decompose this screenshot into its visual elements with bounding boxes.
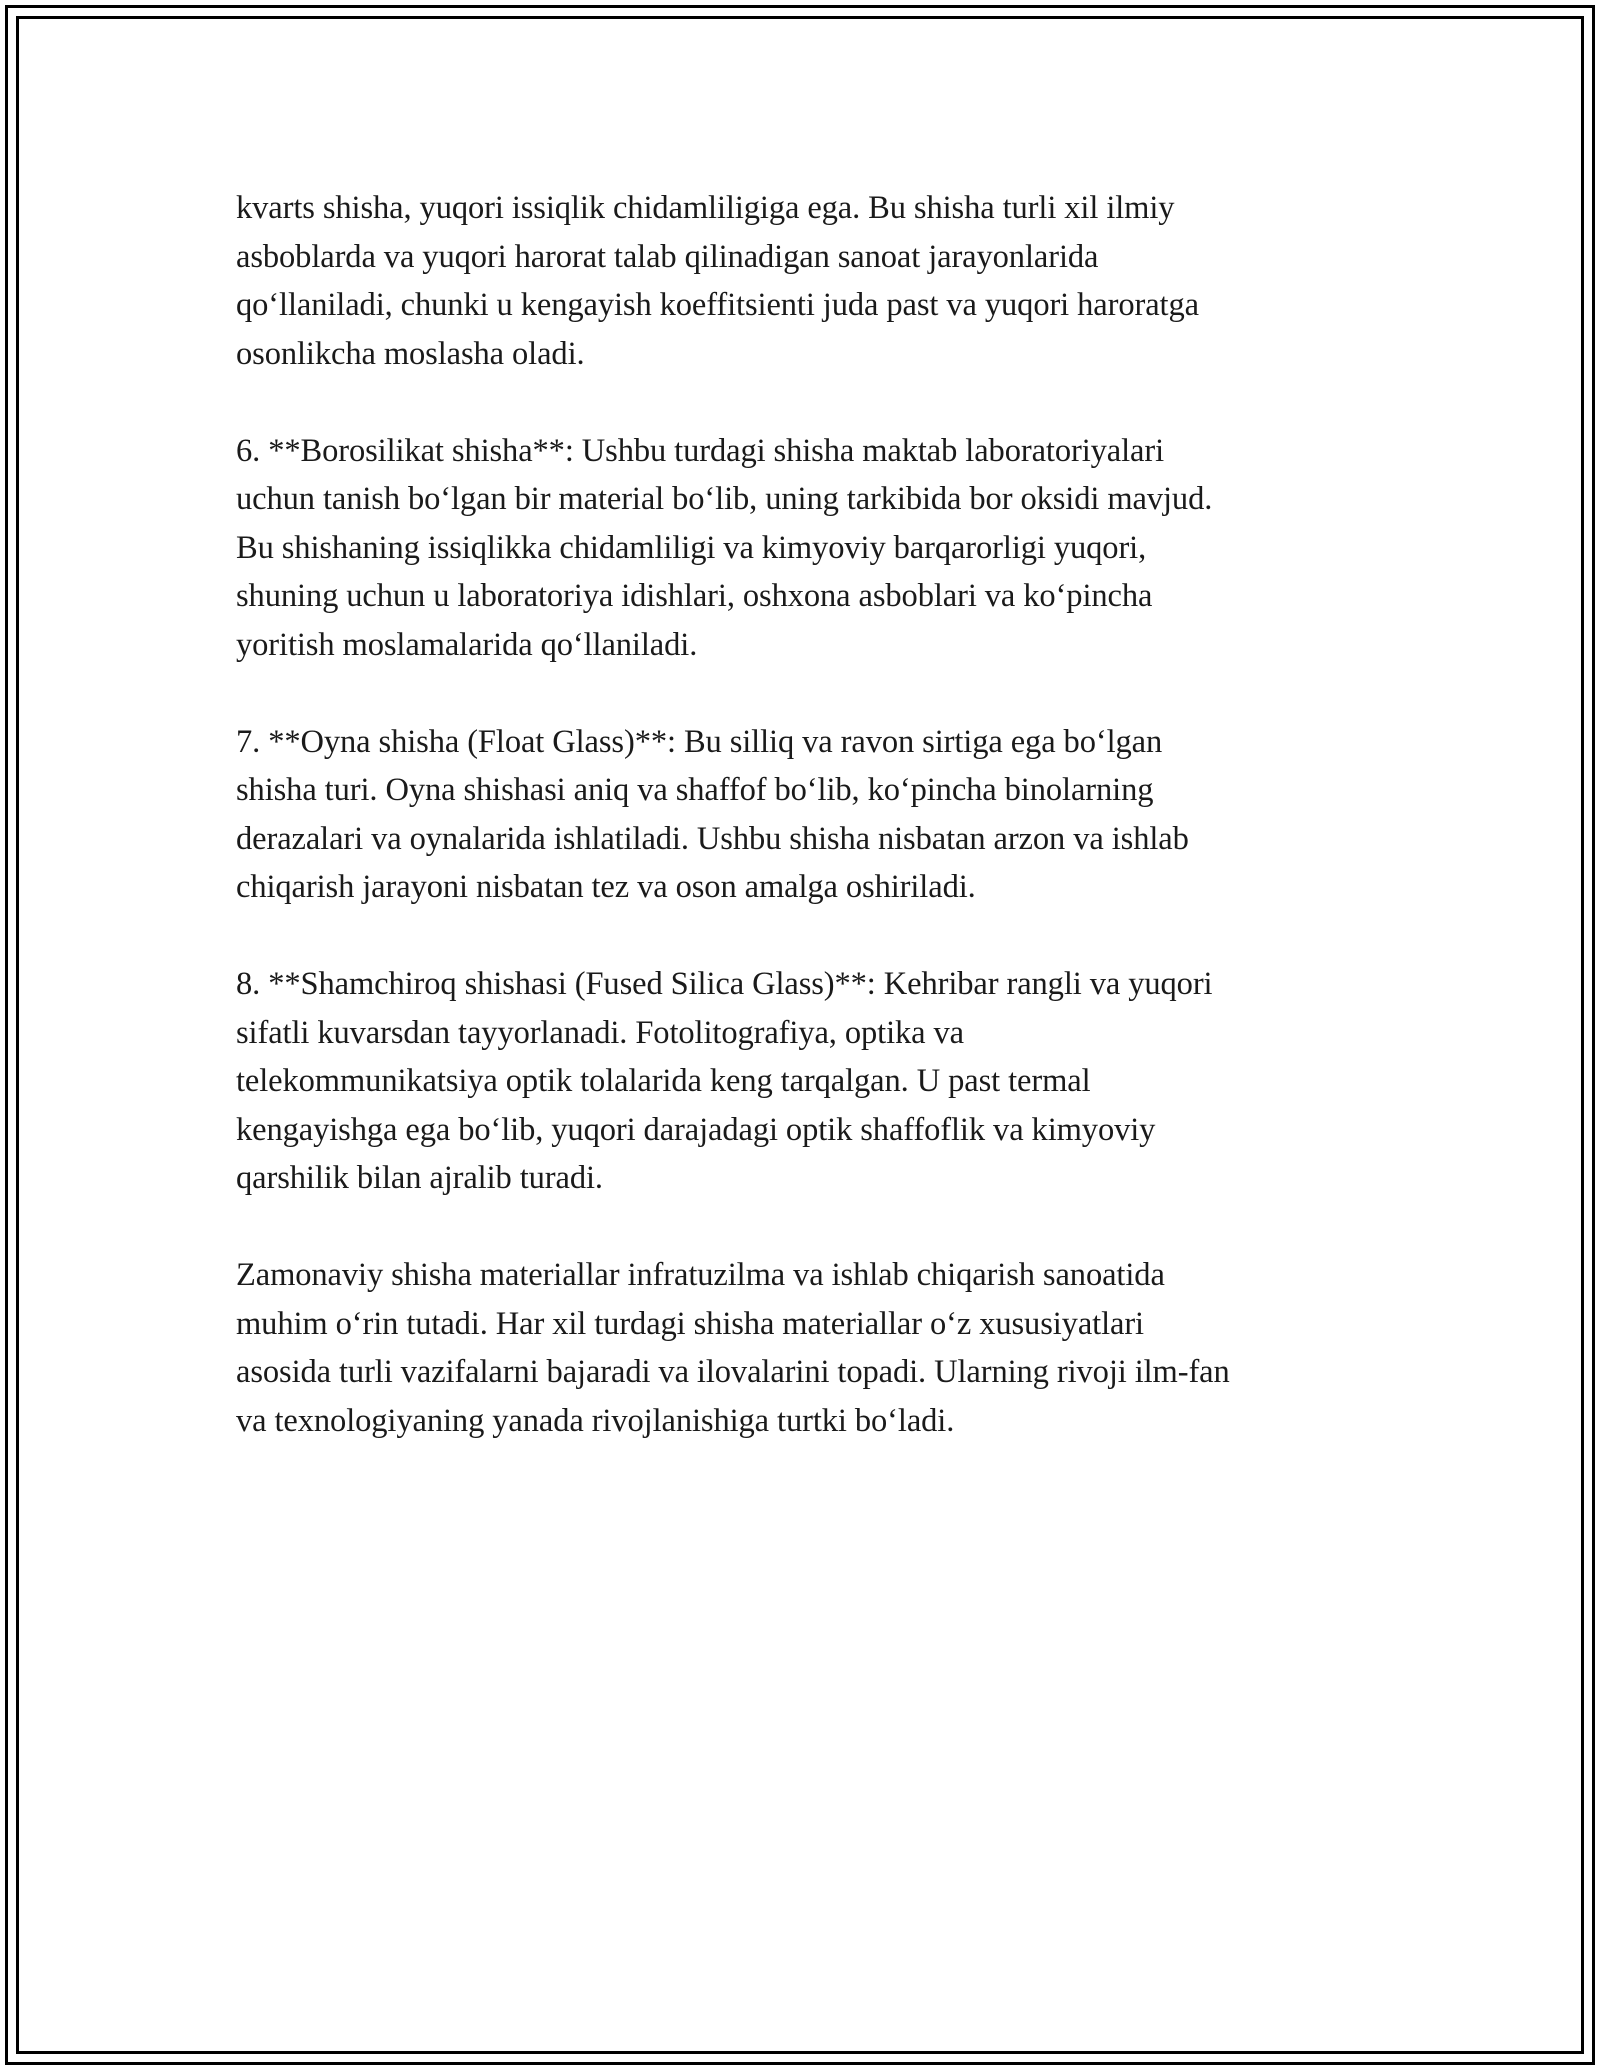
document-body (236, 184, 1376, 1445)
paragraph-borosilikat: 6. **Borosilikat shisha**: Ushbu turdagi shisha maktab laboratoriyalari uchun tanish bo‘lgan bir material bo‘lib, uning tarkibida bor oksidi mavjud. Bu shishaning issiqlikka chidamliligi va kimyoviy barqarorligi yuqori, shuning uchun u laboratoriya idishlari, oshxona asboblari va ko‘pincha yoritish moslamalarida qo‘llaniladi. (236, 432, 1213, 663)
paragraph-conclusion: Zamonaviy shisha materiallar infratuzilma va ishlab chiqarish sanoatida muhim o‘rin tutadi. Har xil turdagi shisha materiallar o‘z xususiyatlari asosida turli vazifalarni bajaradi va ilovalarini topadi. Ularning rivoji ilm-fan va texnologiyaning yanada rivojlanishiga turtki bo‘ladi. (236, 1257, 1230, 1439)
paragraph-shamchiroq: 8. **Shamchiroq shishasi (Fused Silica Glass)**: Kehribar rangli va yuqori sifatli kuvarsdan tayyorlanadi. Fotolitografiya, optika va telekommunikatsiya optik tolalarida keng tarqalgan. U past termal kengayishga ega bo‘lib, yuqori darajadagi optik shaffoflik va kimyoviy qarshilik bilan ajralib turadi. (236, 966, 1213, 1196)
paragraph-oyna-shisha: 7. **Oyna shisha (Float Glass)**: Bu silliq va ravon sirtiga ega bo‘lgan shisha turi. Oyna shishasi aniq va shaffof bo‘lib, ko‘pincha binolarning derazalari va oynalarida ishlatiladi. Ushbu shisha nisbatan arzon va ishlab chiqarish jarayoni nisbatan tez va oson amalga oshiriladi. (236, 723, 1189, 905)
paragraph-kvarts-intro: kvarts shisha, yuqori issiqlik chidamliligiga ega. Bu shisha turli xil ilmiy asboblarda va yuqori harorat talab qilinadigan sanoat jarayonlarida qo‘llaniladi, chunki u kengayish koeffitsienti juda past va yuqori haroratga osonlikcha moslasha oladi. (236, 190, 1199, 372)
